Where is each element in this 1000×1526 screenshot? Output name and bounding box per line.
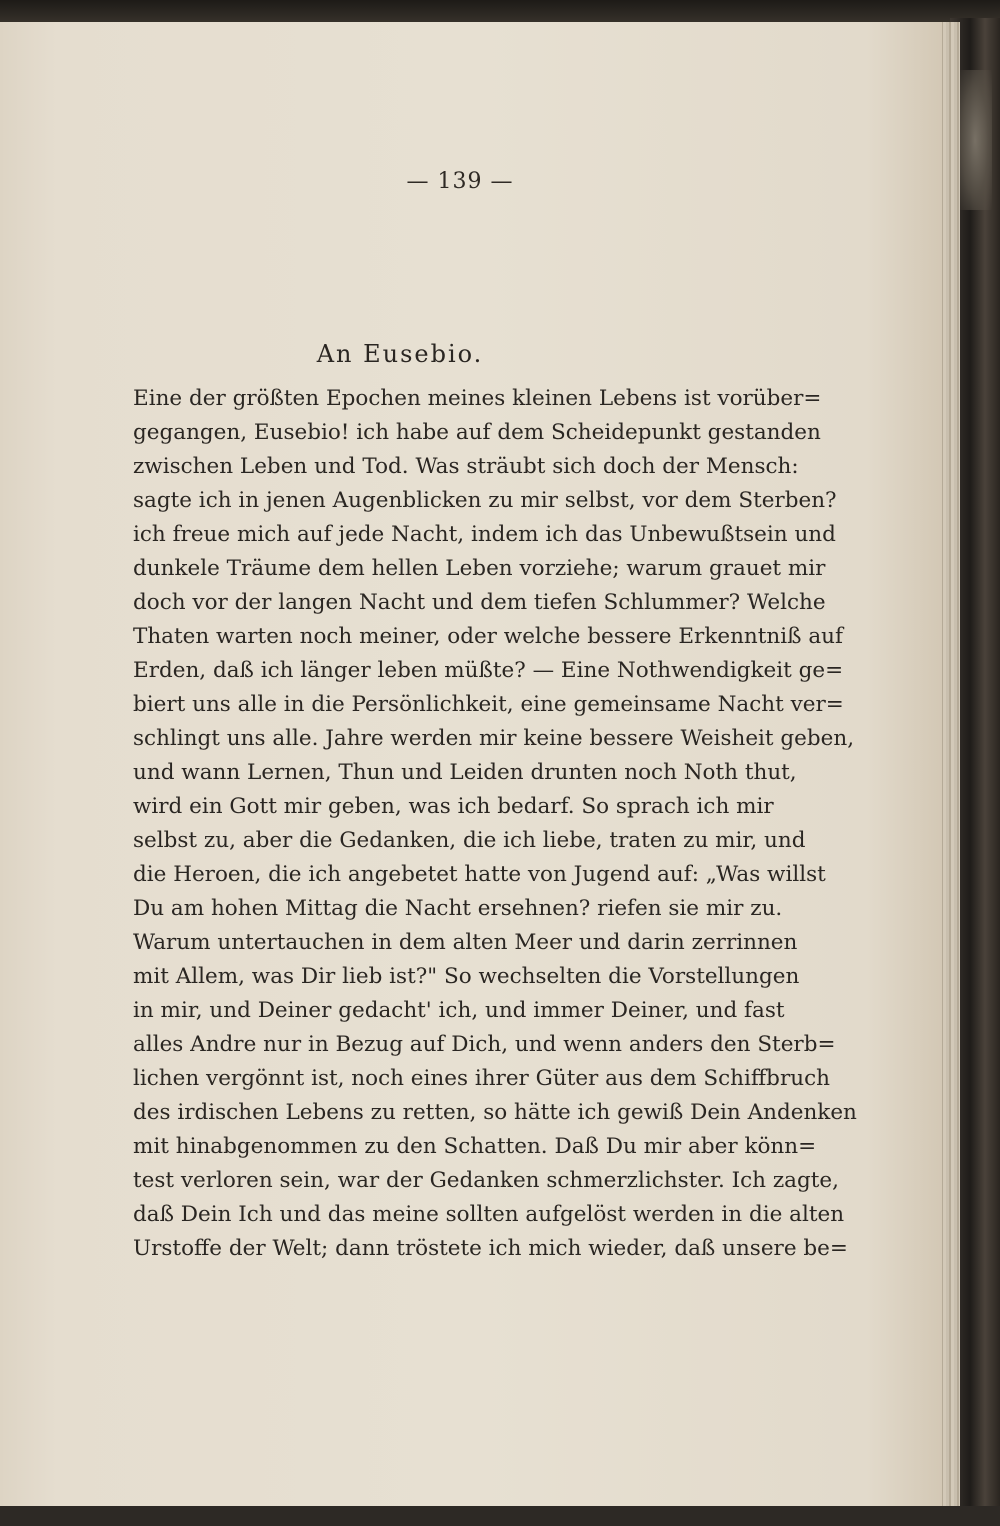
text-line: biert uns alle in die Persönlichkeit, eine gemeinsame Nacht ver= [133,692,844,717]
page-number: — 139 — [406,169,514,194]
text-line: dunkele Träume dem hellen Leben vorziehe; warum grauet mir [133,556,826,581]
text-line: sagte ich in jenen Augenblicken zu mir selbst, vor dem Sterben? [133,488,837,513]
text-line: die Heroen, die ich angebetet hatte von Jugend auf: „Was willst [133,862,826,887]
text-line: Thaten warten noch meiner, oder welche bessere Erkenntniß auf [133,624,843,649]
text-line: des irdischen Lebens zu retten, so hätte ich gewiß Dein Andenken [133,1100,857,1125]
page-sheet [0,22,942,1508]
text-line: und wann Lernen, Thun und Leiden drunten noch Noth thut, [133,760,797,785]
text-line: Du am hohen Mittag die Nacht ersehnen? riefen sie mir zu. [133,896,783,921]
scan-bottom-edge [0,1506,1000,1526]
text-line: schlingt uns alle. Jahre werden mir keine bessere Weisheit geben, [133,726,855,751]
text-line: test verloren sein, war der Gedanken schmerzlichster. Ich zagte, [133,1168,839,1193]
letter-heading: An Eusebio. [316,340,484,368]
text-line: Urstoffe der Welt; dann tröstete ich mich wieder, daß unsere be= [133,1236,848,1261]
text-line: mit Allem, was Dir lieb ist?" So wechselten die Vorstellungen [133,964,800,989]
text-line: daß Dein Ich und das meine sollten aufgelöst werden in die alten [133,1202,845,1227]
text-line: ich freue mich auf jede Nacht, indem ich das Unbewußtsein und [133,522,836,547]
text-line: gegangen, Eusebio! ich habe auf dem Scheidepunkt gestanden [133,420,821,445]
text-line: Eine der größten Epochen meines kleinen Lebens ist vorüber= [133,386,822,411]
text-line: Warum untertauchen in dem alten Meer und darin zerrinnen [133,930,798,955]
text-line: wird ein Gott mir geben, was ich bedarf. So sprach ich mir [133,794,774,819]
text-line: mit hinabgenommen zu den Schatten. Daß Du mir aber könn= [133,1134,817,1159]
text-line: Erden, daß ich länger leben müßte? — Eine Nothwendigkeit ge= [133,658,844,683]
text-line: selbst zu, aber die Gedanken, die ich liebe, traten zu mir, und [133,828,806,853]
text-line: lichen vergönnt ist, noch eines ihrer Güter aus dem Schiffbruch [133,1066,830,1091]
text-line: doch vor der langen Nacht und dem tiefen Schlummer? Welche [133,590,826,615]
text-line: in mir, und Deiner gedacht' ich, und immer Deiner, und fast [133,998,785,1023]
cover-wear-mark [958,70,992,210]
text-line: alles Andre nur in Bezug auf Dich, und wenn anders den Sterb= [133,1032,836,1057]
text-line: zwischen Leben und Tod. Was sträubt sich doch der Mensch: [133,454,799,479]
